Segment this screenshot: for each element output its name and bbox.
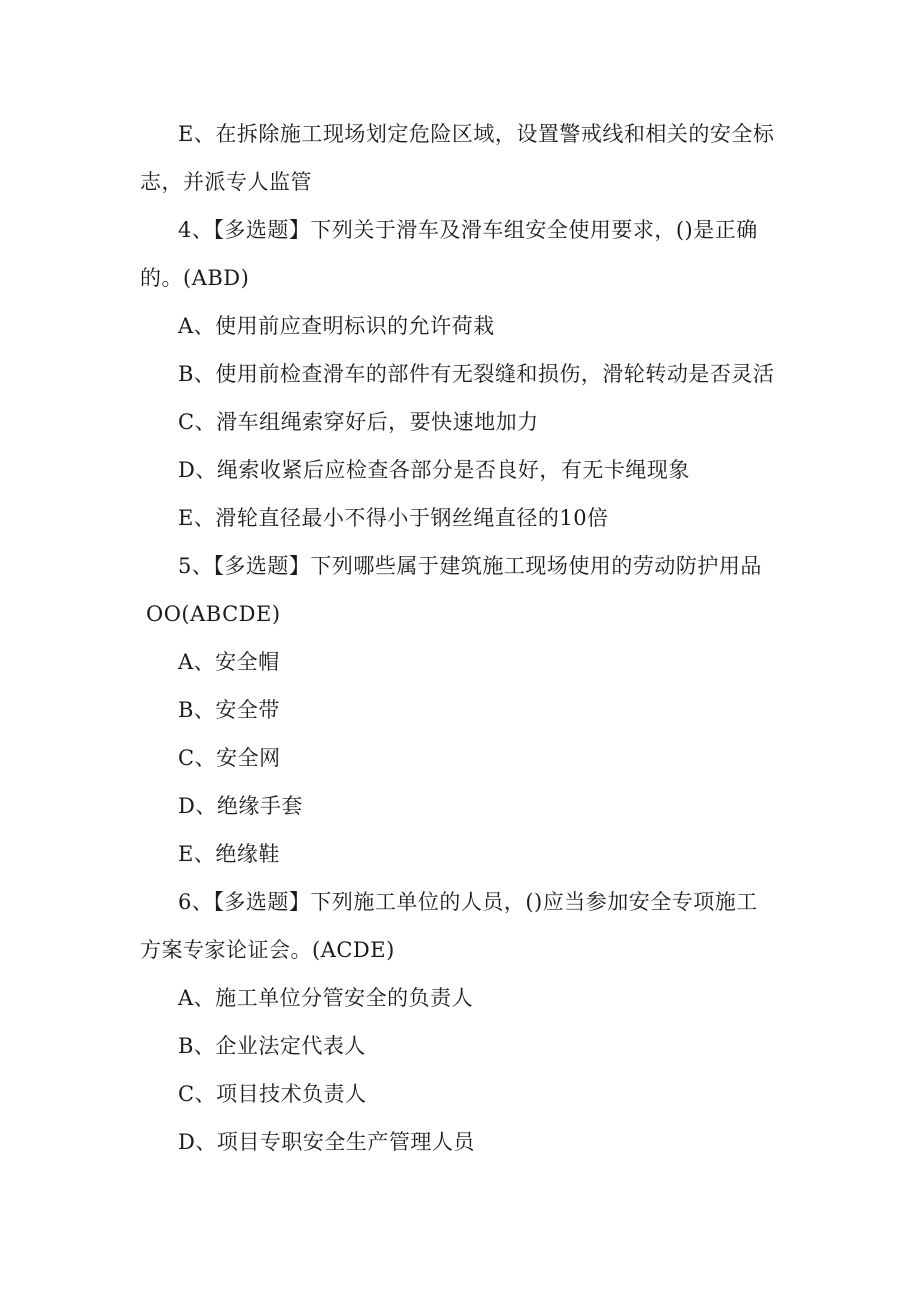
question-4-option-c: C、滑车组绳索穿好后，要快速地加力 xyxy=(178,410,539,434)
question-5-option-b: B、安全带 xyxy=(178,698,280,722)
question-6-option-a: A、施工单位分管安全的负责人 xyxy=(178,986,474,1010)
option-e-line-2: 志，并派专人监管 xyxy=(140,170,312,194)
question-6-line-1: 6、【多选题】下列施工单位的人员，()应当参加安全专项施工 xyxy=(178,890,758,914)
question-5-line-1: 5、【多选题】下列哪些属于建筑施工现场使用的劳动防护用品 xyxy=(178,554,762,578)
question-4-line-1: 4、【多选题】下列关于滑车及滑车组安全使用要求，()是正确 xyxy=(178,218,758,242)
question-5-line-2: OO(ABCDE) xyxy=(146,602,281,626)
question-5-option-a: A、安全帽 xyxy=(178,650,280,674)
question-4-option-b: B、使用前检查滑车的部件有无裂缝和损伤，滑轮转动是否灵活 xyxy=(178,362,775,386)
question-4-option-d: D、绳索收紧后应检查各部分是否良好，有无卡绳现象 xyxy=(178,458,690,482)
question-4-option-a: A、使用前应查明标识的允许荷栽 xyxy=(178,314,495,338)
option-e-line-1: E、在拆除施工现场划定危险区域，设置警戒线和相关的安全标 xyxy=(178,122,775,146)
question-6-option-d: D、项目专职安全生产管理人员 xyxy=(178,1130,475,1154)
question-6-option-c: C、项目技术负责人 xyxy=(178,1082,367,1106)
question-6-line-2: 方案专家论证会。(ACDE) xyxy=(140,938,395,962)
question-5-option-c: C、安全网 xyxy=(178,746,281,770)
question-6-option-b: B、企业法定代表人 xyxy=(178,1034,366,1058)
question-5-option-d: D、绝缘手套 xyxy=(178,794,303,818)
question-5-option-e: E、绝缘鞋 xyxy=(178,842,280,866)
question-4-option-e: E、滑轮直径最小不得小于钢丝绳直径的10倍 xyxy=(178,506,609,530)
question-4-line-2: 的。(ABD) xyxy=(140,266,250,290)
